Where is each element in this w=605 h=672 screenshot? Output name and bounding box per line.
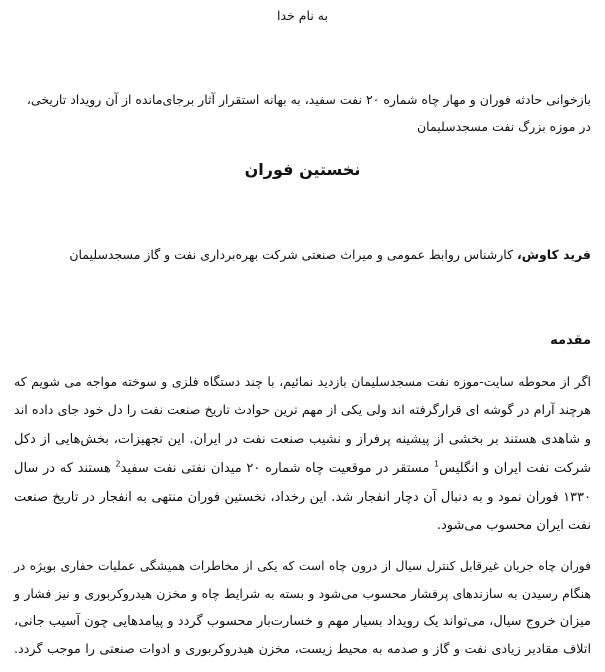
footnote-marker-2: 2 [115, 459, 121, 469]
paragraph2-line-2: هنگام رسیدن به سازندهای پرفشار محسوب می‌شود و بسته به شرایط چاه و مخزن هیدروکربوری و نیز فشار و [14, 586, 591, 601]
paragraph2-line-4: اتلاف مقادیر زیادی نفت و گاز و صدمه به محیط زیست، مخزن هیدروکربوری و ادوات صنعتی را موجب گردد. [14, 642, 591, 657]
footnote-marker-1: 1 [434, 459, 440, 469]
intro-line-2: در موزه بزرگ نفت مسجدسلیمان [417, 119, 591, 134]
intro-line-1: بازخوانی حادثه فوران و مهار چاه شماره ۲۰ نفت سفید، به بهانه استقرار آثار برجای‌مانده از آن رویداد تاریخی، [26, 92, 591, 107]
author-role: کارشناس روابط عمومی و میراث صنعتی شرکت بهره‌برداری نفت و گاز مسجدسلیمان [69, 247, 514, 262]
paragraph2-line-1: فوران چاه جریان غیرقابل کنترل سیال از درون چاه است که یکی از مخاطرات همیشگی عملیات حفاری بویژه در [14, 559, 591, 573]
paragraph1-line-2: هرچند آرام در گوشه ای قرارگرفته اند ولی یکی از مهم ترین حوادث تاریخ صنعت نفت را دل خود جای داده اند [14, 403, 591, 418]
paragraph1-line-4-part-1: شرکت نفت ایران و انگلیس [439, 461, 591, 476]
paragraph1-line-6: نفت ایران محسوب می‌شود. [436, 518, 591, 533]
paragraph1-line-4 [14, 459, 591, 479]
basmala: به نام خدا [277, 8, 328, 23]
paragraph1-line-3: و شاهدی هستند بر بخشی از پیشینه پرفراز و نشیب صنعت نفت در ایران. این تجهیزات، بخش‌هایی از دکل [14, 432, 591, 447]
paragraph1-line-1: اگر از محوطه سایت-موزه نفت مسجدسلیمان بازدید نمائیم، با چند دستگاه فلزی و سوخته مواجه می شویم که [14, 374, 591, 389]
paragraph1-line-4-part-3: هستند که در سال [14, 461, 116, 476]
document-title: نخستین فوران [244, 160, 361, 179]
section-heading: مقدمه [550, 333, 591, 348]
paragraph2-line-3: میزان خروج سیال، می‌تواند یک رویداد بسیار مهم و خسارت‌بار محسوب گردد و پیامدهایی چون آسیب جانی، [14, 614, 591, 629]
paragraph1-line-4-part-2: مستقر در موقعیت چاه شماره ۲۰ میدان نفتی نفت سفید [120, 461, 435, 476]
author-line [14, 245, 591, 265]
paragraph1-line-5: ۱۳۳۰ فوران نمود و به دنبال آن دچار انفجار شد. این رخداد، نخستین فوران منتهی به انفجار در تاریخ صنعت [14, 490, 591, 505]
author-name: فرید کاوش، [517, 247, 591, 262]
